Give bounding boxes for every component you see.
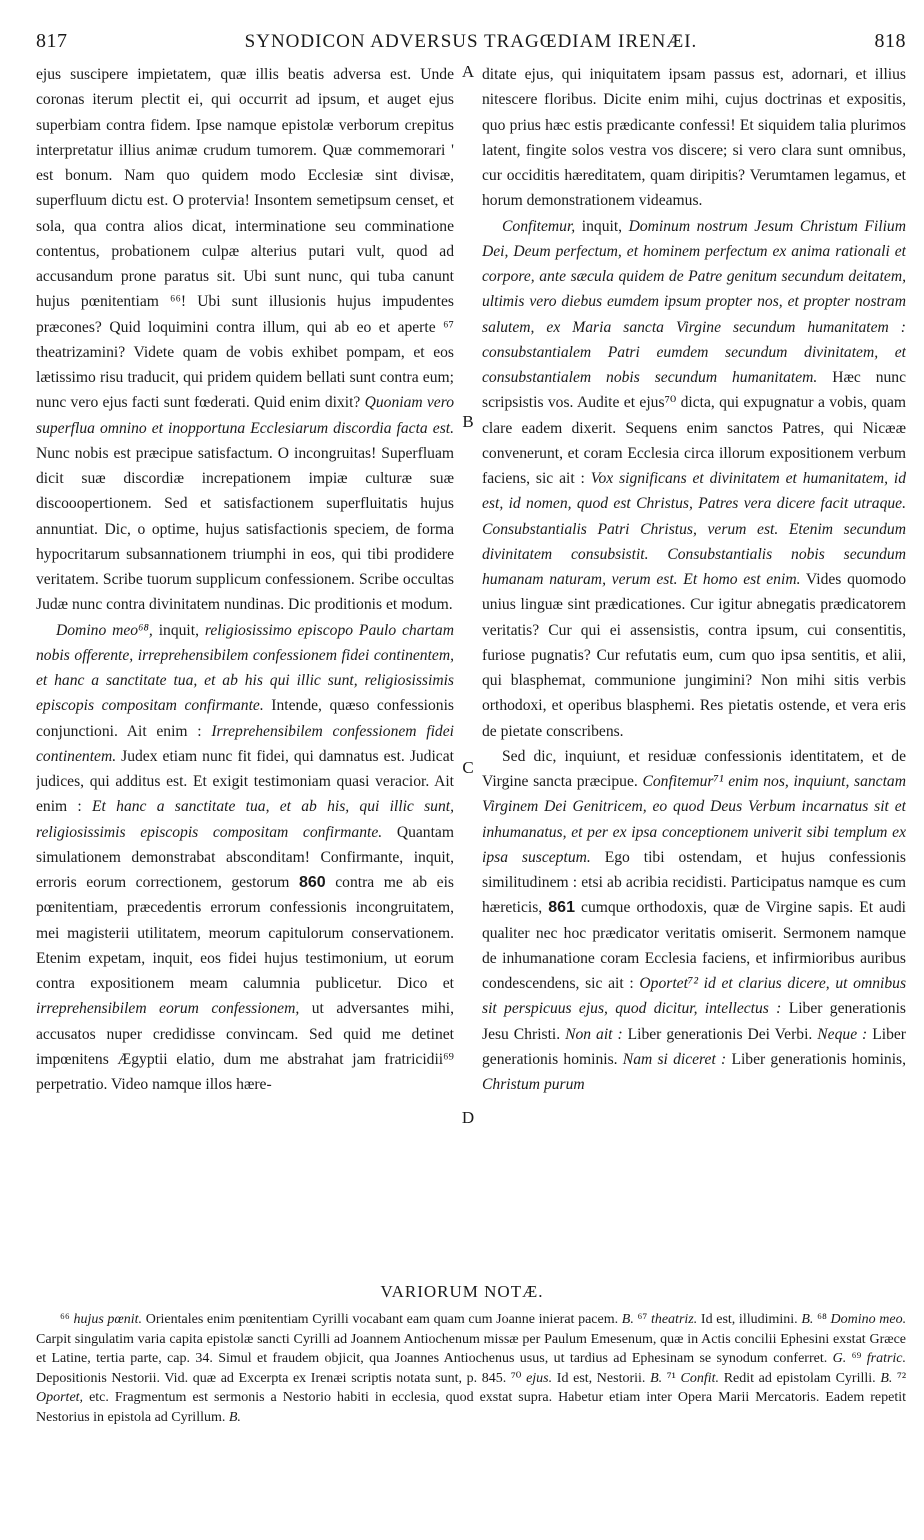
left-paragraph-1: ejus suscipere impietatem, quæ illis beatis adversa est. Unde coronas iterum plectit ei, qui occurrit ad ipsum, et auget ejus superbiam contra fidem. Ipse namque epistolæ verborum crepitus interpretatur illius animæ crudum tumorem. Quæ commemorari ' est bonum. Nam quo quidem modo Ecclesiæ sint divisæ, superfluum dictu est. O protervia! Insontem semetipsum censet, et sola, qua contra alios dicat, interminatione seu comminatione contentus, probationem culpæ alterius putari vult, quod ad accusandum prone paratus sit. Ubi sunt nunc, qui tuba canunt hujus pœnitentiam ⁶⁶! Ubi sunt illusionis hujus impudentes præcones? Quid loquimini contra illum, qui ab eo et aperte ⁶⁷ theatrizamini? Videte quam de vobis exhibet pompam, et eos lætissimo risu traducit, qui pridem quidem bellati sunt contra eum; nunc vero ejus facti sunt fœderati. Quid enim dixit? Quoniam vero superflua omnino et inopportuna Ecclesiarum discordia facta est. Nunc nobis est præcipue satisfactum. O incongruitas! Superfluam dicit suæ discordiæ increpationem impiæ culturæ suæ discooopertionem. Sed et satisfactionem superfluitatis hujus annuntiat. Dic, o optime, hujus satisfactionis speciem, de forma hypocritarum subsannationem triumphi in eos, qui tibi prodidere veritatem. Scribe tuorum supplicum confessionem. Scribe occultas Judæ nunc contra divinitatem nundinas. Dic proditionis et modum.	[36, 66, 454, 614]
page-header	[36, 30, 906, 60]
right-paragraph-2: Confitemur, inquit, Dominum nostrum Jesum Christum Filium Dei, Deum perfectum, et hominem perfectum ex anima rationali et corpore, ante sæcula quidem de Patre genitum secundum deitatem, ultimis vero diebus eumdem ipsum propter nos, et propter nostram salutem, ex Maria sancta Virgine secundum humanitatem : consubstantialem Patri eumdem secundum divinitatem, et consubstantialem nobis secundum humanitatem. Hæc nunc scripsistis vos. Audite et ejus⁷⁰ dicta, qui expugnatur a vobis, quam clare eadem dixerit. Sequens enim sanctos Patres, qui Nicææ convenerunt, et coram Ecclesia circa illorum expositionem verbum faciens, sic ait : Vox significans et divinitatem et humanitatem, id est, id nomen, quod est Christus, Patres vera dicere facit utraque. Consubstantialis Patri Christus, verum est. Etenim secundum divinitatem consubsistit. Consubstantialis nobis secundum humanam naturam, verum est. Et homo est enim. Vides quomodo unius linguæ sint prædicationes. Cur igitur abnegatis prædicatorem veritatis? Cur qui ei assensistis, contra ipsum, cui consentitis, furiose pugnatis? Cur refutatis eum, cum quo ipsa sentitis, et alii, qui blasphemat, communione jungimini? Non mihi sitis verbis orthodoxi, et operibus blasphemi. Res pietatis ostende, et vera eris de pietate conscribens.	[482, 217, 906, 740]
right-column	[482, 62, 906, 1270]
right-paragraph-3: Sed dic, inquiunt, et residuæ confessionis identitatem, et de Virgine sancta præcipue. Confitemur⁷¹ enim nos, inquiunt, sanctam Virginem Dei Genitricem, eo quod Deus Verbum incarnatus sit et inhumanatus, et per ex ipsa conceptionem univerit sibi templum ex ipsa susceptum. Ego tibi ostendam, et hujus confessionis similitudinem : etsi ab acribia recidisti. Participatus namque es cum hæreticis, 861 cumque orthodoxis, quæ de Virgine sapis. Et audi qualiter nec hoc prædicator veritatis omiserit. Sermonem namque de inhumanatione coram Ecclesia faciens, et infirmioribus auribus condescendens, sic ait : Oportet⁷² id et clarius dicere, ut omnibus sit perspicuus ejus, quod dicitur, intellectus : Liber generationis Jesu Christi. Non ait : Liber generationis Dei Verbi. Neque : Liber generationis hominis. Nam si diceret : Liber generationis hominis, Christum purum	[482, 747, 906, 1093]
page-number-right: 818	[874, 30, 906, 52]
footnotes	[36, 1310, 906, 1490]
left-column	[36, 62, 454, 1270]
left-paragraph-2: Domino meo⁶⁸, inquit, religiosissimo episcopo Paulo chartam nobis offerente, irreprehensibilem confessionem fidei continentem, et hanc a sanctitate tua, et ab his qui illic sunt, religiosissimis episcopis compositam confirmante. Intende, quæso confessionis conjunctioni. Ait enim : Irreprehensibilem confessionem fidei continentem. Judex etiam nunc fit fidei, qui damnatus est. Judicat judices, qui additus est. Et exigit testimoniam quasi veracior. Ait enim : Et hanc a sanctitate tua, et ab his, qui illic sunt, religiosissimis episcopis compositam confirmante. Quantam simulationem demonstrabat absconditam! Confirmante, inquit, erroris eorum correctionem, gestorum 860 contra me ab eis pœnitentiam, præcedentis errorum confessionis incongruitatem, mei magisterii utilitatem, meorum capitulorum conservationem. Etenim expetam, inquit, eos fidei hujus testimonium, ut eorum contra expositionem meam calumnia publicetur. Dico et irreprehensibilem eorum confessionem, ut adversantes mihi, accusatos nuper credidisse convincam. Sed quid me detinet impœnitens Ægyptii elatio, dum me abstrahat jam fratricidii⁶⁹ perpetratio. Video namque illos hære-	[36, 621, 454, 1093]
section-marker-c: C	[462, 758, 474, 777]
column-number-860: 860	[298, 874, 326, 891]
footnotes-text: ⁶⁶ hujus pœnit. Orientales enim pœnitentiam Cyrilli vocabant eam quam cum Joanne inierat pacem. B. ⁶⁷ theatriz. Id est, illudimini. B. ⁶⁸ Domino meo. Carpit singulatim varia capita epistolæ sancti Cyrilli ad Joannem Antiochenum missæ per Paulum Emesenum, quæ in Actis concilii Ephesini exstat Græce et Latine, tertia parte, cap. 34. Simul et fraudem objicit, qua Joannes Antiochenus usus, ut tardius ad Ephesinam se synodum conferret. G. ⁶⁹ fratric. Depositionis Nestorii. Vid. quæ ad Excerpta ex Irenæi scriptis notata sunt, p. 845. ⁷⁰ ejus. Id est, Nestorii. B. ⁷¹ Confit. Redit ad epistolam Cyrilli. B. ⁷² Oportet, etc. Fragmentum est sermonis a Nestorio habiti in ecclesia, quod exstat supra. Habetur etiam inter Opera Marii Mercatoris. Eadem repetit Nestorius in epistola ad Cyrillum. B.	[36, 1312, 906, 1425]
section-marker-b: B	[462, 412, 474, 431]
section-marker-a: A	[461, 62, 475, 81]
column-number-861: 861	[548, 899, 575, 917]
right-paragraph-1: ditate ejus, qui iniquitatem ipsam passus est, adornari, et illius nitescere floribus. Dicite enim mihi, cujus doctrinas et expositis, quo prius hæc estis prædicante confessi! Et siquidem talia plurimos latent, fingite solos vestra vos discere; si vero clara sunt omnibus, cur occiditis hæreditatem, quam diripitis? Verumtamen legamus, et horum demonstrationem videamus.	[482, 66, 906, 210]
section-marker-d: D	[461, 1108, 475, 1127]
running-title: SYNODICON ADVERSUS TRAGŒDIAM IRENÆI.	[244, 31, 698, 52]
notes-heading: VARIORUM NOTÆ.	[380, 1282, 544, 1301]
page-number-left: 817	[36, 30, 68, 52]
